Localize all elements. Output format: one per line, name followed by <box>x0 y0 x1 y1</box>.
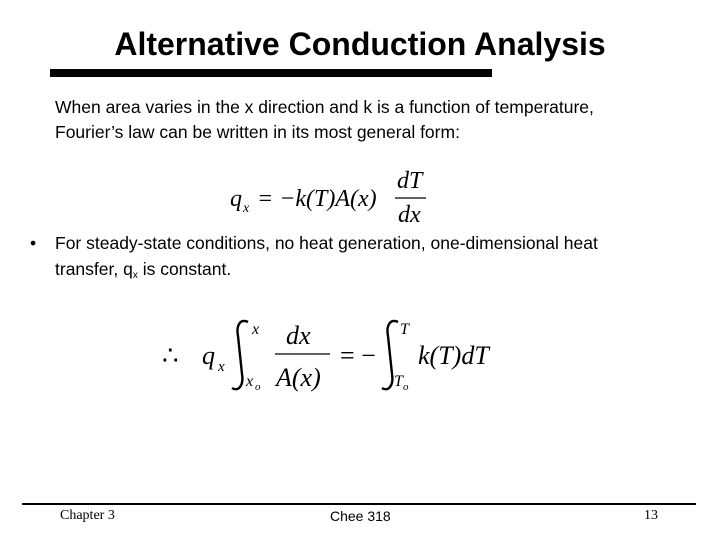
integral-integrand: k(T)dT <box>418 341 489 370</box>
fourier-fraction-denominator: dx <box>398 202 421 228</box>
integral-equation <box>160 314 530 399</box>
integral-1-lower: x <box>246 373 254 390</box>
integral-2-lower: T <box>394 373 403 390</box>
therefore-symbol: ∴ <box>162 341 179 370</box>
footer-divider <box>22 503 696 505</box>
fourier-lhs-subscript: x <box>243 201 250 216</box>
footer-chapter: Chapter 3 <box>60 508 115 523</box>
intro-line-2: Fourier’s law can be written in its most general form: <box>55 122 460 142</box>
bullet-line-1: For steady-state conditions, no heat generation, one-dimensional heat <box>55 233 598 253</box>
integral-fraction-numerator: dx <box>286 321 311 350</box>
intro-paragraph <box>55 95 695 145</box>
integral-2-lower-subscript: o <box>403 381 409 393</box>
intro-line-1: When area varies in the x direction and k is a function of temperature, <box>55 97 594 117</box>
integral-lhs: q <box>202 341 215 370</box>
bullet-marker: • <box>30 233 37 253</box>
integral-1-lower-subscript: o <box>255 381 261 393</box>
fourier-rhs: = −k(T)A(x) <box>257 186 377 212</box>
integral-lhs-subscript: x <box>218 359 225 375</box>
integral-equals-minus: = − <box>340 341 376 370</box>
integral-1-upper: x <box>252 321 260 338</box>
slide-title: Alternative Conduction Analysis <box>114 26 606 62</box>
title-underline <box>50 69 492 77</box>
fourier-lhs: q <box>230 186 242 212</box>
bullet-line-2-subscript: x <box>132 270 138 281</box>
bullet-line-2-text: transfer, q <box>55 259 133 279</box>
integral-2-upper: T <box>400 321 409 338</box>
footer-course: Chee 318 <box>330 508 391 524</box>
bullet-line-2-tail: is constant. <box>137 259 232 279</box>
fourier-fraction-numerator: dT <box>397 168 423 194</box>
fourier-law-equation <box>228 168 438 228</box>
integral-fraction-denominator: A(x) <box>276 363 321 392</box>
footer-page-number: 13 <box>644 508 658 523</box>
bullet-line-2 <box>55 256 705 289</box>
